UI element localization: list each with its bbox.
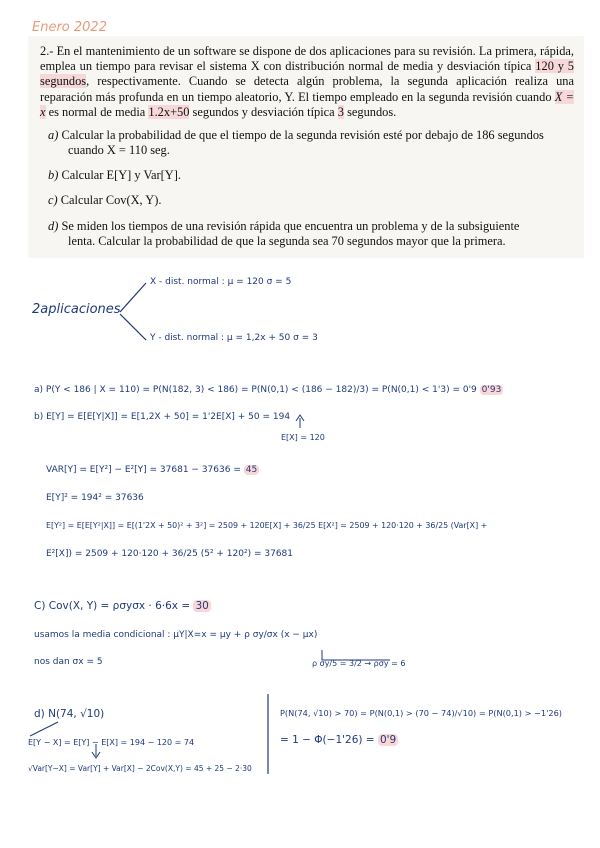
item-a-label: a) <box>48 128 59 142</box>
date-annotation: Enero 2022 <box>32 20 107 35</box>
intro-part-c: es normal de media <box>45 104 149 119</box>
intro-part-e: segundos. <box>343 104 397 119</box>
note-c-3: ρ σy/5 = 3/2 → ρσy = 6 <box>312 659 406 668</box>
item-a-text2: cuando X = 110 seg. <box>68 143 170 158</box>
intro-highlight-condition: X = x <box>40 89 575 119</box>
item-c-label: c) <box>48 193 58 207</box>
item-b-text: Calcular E[Y] y Var[Y]. <box>61 168 181 182</box>
item-c-text: Calcular Cov(X, Y). <box>60 193 162 207</box>
note-d-1: E[Y − X] = E[Y] − E[X] = 194 − 120 = 74 <box>28 738 195 747</box>
item-b-label: b) <box>48 168 59 182</box>
note-b-arrow-note: E[X] = 120 <box>281 433 325 442</box>
item-d-text2: lenta. Calcular la probabilidad de que la segunda sea 70 segundos mayor que la primera. <box>68 234 506 249</box>
intro-part-d: segundos y desviación típica <box>189 104 338 119</box>
intro-part-a: 2.- En el mantenimiento de un software se dispone de dos aplicaciones para su revisión. La primera, rápida, emplea un tiempo para revisar el sistema X con distribución normal de media y desviación típica <box>40 44 574 74</box>
note-d-right-2 <box>280 734 398 746</box>
intro-highlight-mean-y: 1.2x+50 <box>148 104 190 119</box>
item-d-label: d) <box>48 219 59 233</box>
note-d-title: d) N(74, √10) <box>34 708 105 720</box>
note-ey2b-2: E²[X]) = 2509 + 120·120 + 36/25 (5² + 120²) = 37681 <box>46 549 293 559</box>
intro-highlight-mean-sd: 120 y 5 segundos <box>40 59 574 89</box>
note-var-line: VAR[Y] = E[Y²] − E²[Y] = 37681 − 37636 = <box>46 465 244 475</box>
note-a-result: 0'93 <box>481 385 502 395</box>
note-branch-y: Y - dist. normal : μ = 1,2x + 50 σ = 3 <box>150 333 318 343</box>
note-ey2b-1: E[Y²] = E[E[Y²|X]] = E[(1'2X + 50)² + 3²] = 2509 + 120E[X] + 36/25 E[X²] = 2509 + 120·120 + 36/25 (Var[X] + <box>46 521 488 530</box>
note-c <box>34 600 211 612</box>
intro-part-b: , respectivamente. Cuando se detecta algún problema, la segunda aplicación realiza una reparación más profunda en un tiempo aleatorio, Y. El tiempo empleado en la segunda revisión cuando <box>40 74 574 104</box>
note-c-line: C) Cov(X, Y) = ρσyσx · 6·6x = <box>34 600 194 612</box>
note-var <box>46 465 259 475</box>
d-arrow-left <box>30 722 58 736</box>
intro-highlight-sd-y: 3 <box>337 104 344 119</box>
note-c-result: 30 <box>195 600 209 612</box>
b-up-arrow <box>296 415 304 428</box>
note-d-right-2-text: = 1 − Φ(−1'26) = <box>280 734 378 746</box>
note-var-result: 45 <box>245 465 258 475</box>
branch-line-y <box>120 314 146 340</box>
note-d-result: 0'9 <box>379 734 397 746</box>
note-c-1: usamos la media condicional : μY|X=x = μy + ρ σy/σx (x − μx) <box>34 630 318 640</box>
note-root: 2aplicaciones <box>32 302 121 317</box>
note-ey2: E[Y]² = 194² = 37636 <box>46 493 144 503</box>
note-c-2: nos dan σx = 5 <box>34 657 103 667</box>
note-b: b) E[Y] = E[E[Y|X]] = E[1,2X + 50] = 1'2E[X] + 50 = 194 <box>34 412 291 422</box>
note-d-2: √Var[Y−X] = Var[Y] + Var[X] − 2Cov(X,Y) = 45 + 25 − 2·30 <box>28 764 252 773</box>
item-d-text: Se miden los tiempos de una revisión rápida que encuentra un problema y de la subsiguiente <box>61 219 520 233</box>
note-branch-x: X - dist. normal : μ = 120 σ = 5 <box>150 277 292 287</box>
note-d-right-1: P(N(74, √10) > 70) = P(N(0,1) > (70 − 74)/√10) = P(N(0,1) > −1'26) <box>280 708 562 718</box>
note-a <box>34 385 503 395</box>
item-a-text: Calcular la probabilidad de que el tiempo de la segunda revisión esté por debajo de 186 segundos <box>61 128 544 142</box>
note-a-line: a) P(Y < 186 | X = 110) = P(N(182, 3) < 186) = P(N(0,1) < (186 − 182)/3) = P(N(0,1) < 1'3) = 0'9 <box>34 385 477 395</box>
branch-line-x <box>120 283 146 312</box>
